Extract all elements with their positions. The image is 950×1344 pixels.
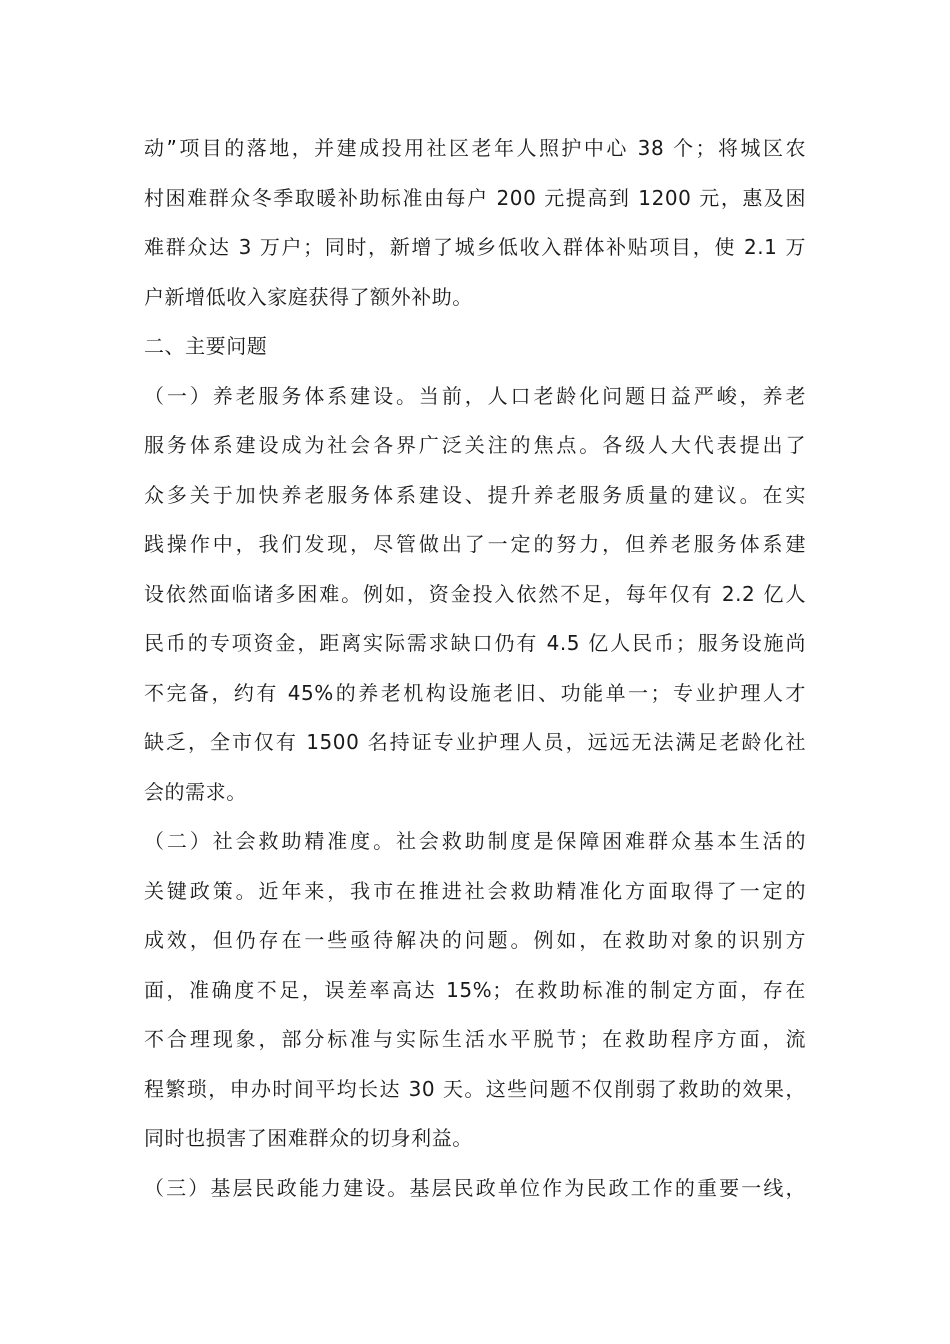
text-line: 践操作中，我们发现，尽管做出了一定的努力，但养老服务体系建 <box>144 532 806 556</box>
text-line: 难群众达 3 万户；同时，新增了城乡低收入群体补贴项目，使 2.1 万 <box>144 235 806 259</box>
text-line: 村困难群众冬季取暖补助标准由每户 200 元提高到 1200 元，惠及困 <box>144 185 806 210</box>
document-body <box>144 124 806 1213</box>
text-line: 不合理现象，部分标准与实际生活水平脱节；在救助程序方面，流 <box>144 1027 806 1051</box>
section-heading: 二、主要问题 <box>144 334 268 358</box>
text-line: （三）基层民政能力建设。基层民政单位作为民政工作的重要一线， <box>144 1175 806 1200</box>
text-line: 服务体系建设成为社会各界广泛关注的焦点。各级人大代表提出了 <box>144 433 806 457</box>
text-line: 缺乏，全市仅有 1500 名持证专业护理人员，远远无法满足老龄化社 <box>144 730 806 754</box>
text-line: 成效，但仍存在一些亟待解决的问题。例如，在救助对象的识别方 <box>144 928 806 952</box>
text-line: 众多关于加快养老服务体系建设、提升养老服务质量的建议。在实 <box>144 482 806 507</box>
text-line: 不完备，约有 45%的养老机构设施老旧、功能单一；专业护理人才 <box>144 680 806 705</box>
text-line: 程繁琐，申办时间平均长达 30 天。这些问题不仅削弱了救助的效果， <box>144 1076 806 1101</box>
text-line: 设依然面临诸多困难。例如，资金投入依然不足，每年仅有 2.2 亿人 <box>144 581 806 606</box>
text-line: 民币的专项资金，距离实际需求缺口仍有 4.5 亿人民币；服务设施尚 <box>144 631 806 655</box>
text-line: （二）社会救助精准度。社会救助制度是保障困难群众基本生活的 <box>144 829 806 853</box>
text-line: 动”项目的落地，并建成投用社区老年人照护中心 38 个；将城区农 <box>144 136 806 160</box>
text-line: （一）养老服务体系建设。当前，人口老龄化问题日益严峻，养老 <box>144 383 806 408</box>
text-line: 户新增低收入家庭获得了额外补助。 <box>144 284 473 309</box>
text-line: 会的需求。 <box>144 779 247 804</box>
text-line: 面，准确度不足，误差率高达 15%；在救助标准的制定方面，存在 <box>144 977 806 1002</box>
text-line: 关键政策。近年来，我市在推进社会救助精准化方面取得了一定的 <box>144 878 806 903</box>
text-line: 同时也损害了困难群众的切身利益。 <box>144 1126 473 1150</box>
